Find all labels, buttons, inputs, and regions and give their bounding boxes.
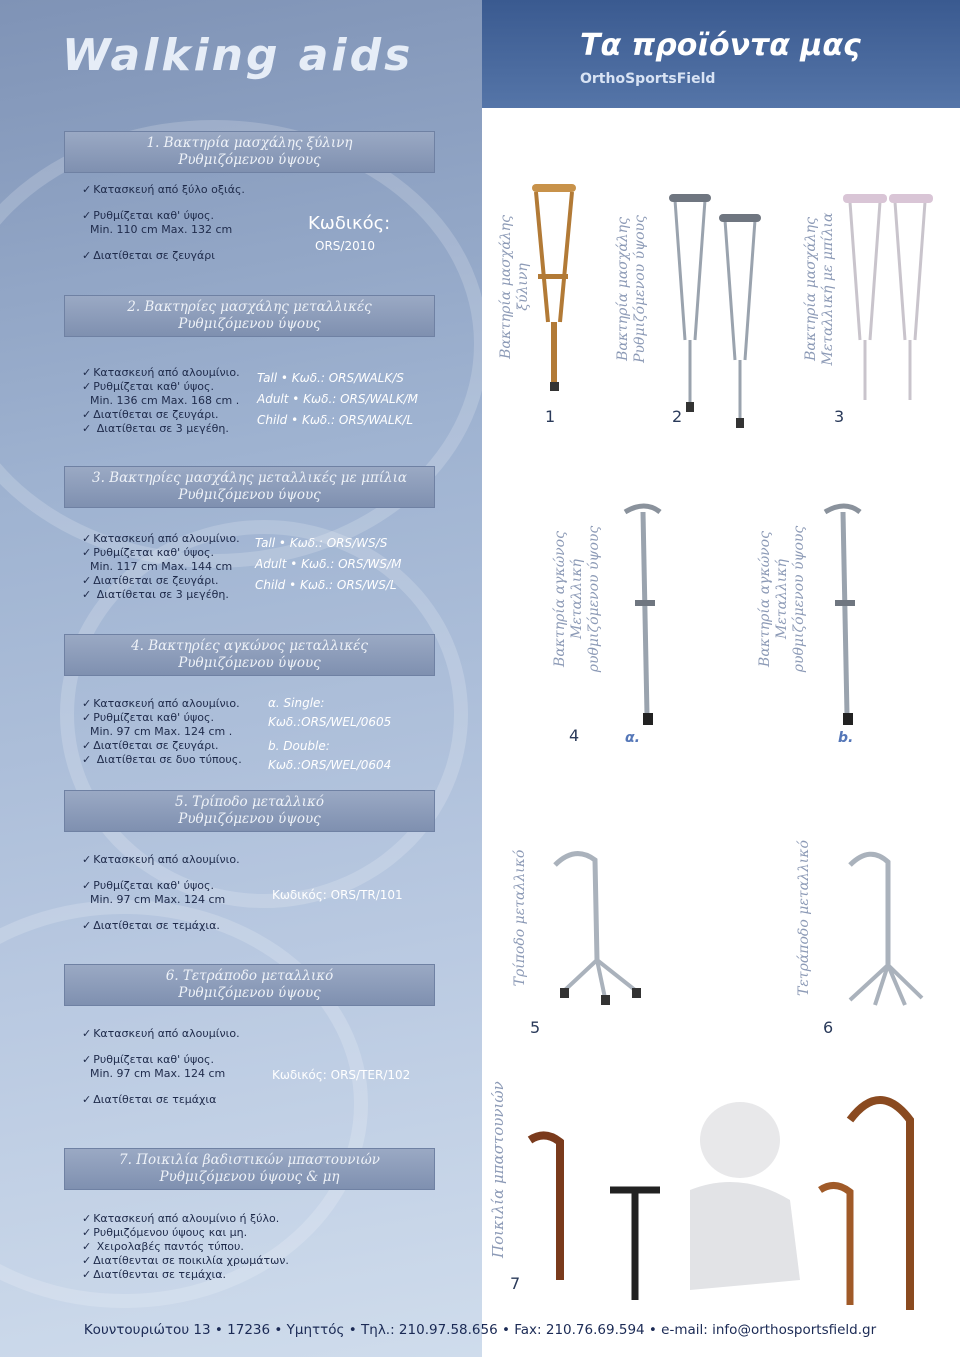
label-text: Βακτηρία αγκώνος Μεταλλική ρυθμιζόμενου ύψους <box>552 525 602 673</box>
section-3-codes <box>255 533 401 596</box>
feature-item: Min. 97 cm Max. 124 cm . <box>90 725 233 738</box>
label-text: Βακτηρία μασχάλης Μεταλλική με μπίλια <box>803 212 836 366</box>
label-text: Βακτηρία μασχάλης Ρυθμιζόμενου ύψους <box>615 215 648 363</box>
label-text: Βακτηρία αγκώνος Μεταλλική ρυθμιζόμενου ύψους <box>757 525 807 673</box>
code-line: Adult • Κωδ.: ORS/WALK/M <box>257 392 418 406</box>
feature-item: ✓ Ρυθμιζόμενου ύψους και μη. <box>82 1226 289 1240</box>
feature-item: ✓ Κατασκευή από ξύλο οξιάς. <box>82 183 245 197</box>
section-title-text: 6. Τετράποδο μεταλλικό Ρυθμιζόμενου ύψους <box>165 968 334 1001</box>
label-text: Ποικιλία μπαστουνιών <box>489 1081 507 1258</box>
section-title-text: 1. Βακτηρία μασχάλης ξύλινη Ρυθμιζόμενου ύψους <box>146 135 353 168</box>
feature-item: Min. 97 cm Max. 124 cm <box>90 1067 226 1080</box>
code-line: Κωδ.:ORS/WEL/0604 <box>268 758 392 772</box>
code-line: Child • Κωδ.: ORS/WS/L <box>255 578 397 592</box>
section-1-code-value: ORS/2010 <box>315 239 375 253</box>
wooden-crutch-image <box>520 182 590 392</box>
crutches-with-ball-image <box>835 190 945 410</box>
section-4-codes <box>268 694 391 775</box>
elbow-crutch-single-image <box>615 500 675 730</box>
feature-item: ✓ Διατίθεται σε 3 μεγέθη. <box>82 588 240 602</box>
feature-item: ✓ Διατίθεται σε δυο τύπους. <box>82 753 242 767</box>
product-number: 7 <box>510 1274 521 1293</box>
section-6-features <box>82 1027 240 1107</box>
product-4b-label <box>757 518 808 680</box>
section-5-code: Κωδικός: ORS/TR/101 <box>272 888 403 902</box>
product-2-label <box>615 198 649 380</box>
feature-item: ✓ Ρυθμίζεται καθ' ύψος. <box>82 879 240 893</box>
product-number: 5 <box>530 1018 541 1037</box>
product-number: 1 <box>545 407 556 426</box>
section-title-text: 7. Ποικιλία βαδιστικών μπαστουνιών Ρυθμιζόμενου ύψους & μη <box>119 1152 380 1185</box>
feature-item: ✓ Κατασκευή από αλουμίνιο. <box>82 1027 240 1041</box>
section-1-title <box>64 131 435 173</box>
tripod-cane-image <box>535 840 675 1010</box>
feature-item: ✓ Ρυθμίζεται καθ' ύψος. <box>82 209 245 223</box>
products-title: Τα προϊόντα μας <box>580 28 861 63</box>
feature-item: ✓ Χειρολαβές παντός τύπου. <box>82 1240 289 1254</box>
code-line: Κωδ.:ORS/WEL/0605 <box>268 715 392 729</box>
code-line: α. Single: <box>268 696 325 710</box>
section-3-features <box>82 532 240 602</box>
feature-item: Min. 97 cm Max. 124 cm <box>90 893 226 906</box>
feature-item: ✓ Διατίθενται σε τεμάχια. <box>82 1268 289 1282</box>
product-number: 2 <box>672 407 683 426</box>
product-number: 6 <box>823 1018 834 1037</box>
section-1-features <box>82 183 245 263</box>
section-title-text: 3. Βακτηρίες μασχάλης μεταλλικές με μπίλια Ρυθμιζόμενου ύψους <box>91 470 407 503</box>
feature-item: ✓ Κατασκευή από αλουμίνιο. <box>82 697 242 711</box>
section-6-code: Κωδικός: ORS/TER/102 <box>272 1068 411 1082</box>
code-line: Adult • Κωδ.: ORS/WS/M <box>255 557 402 571</box>
variant-a-label: α. <box>625 730 640 746</box>
section-2-codes <box>257 368 418 431</box>
feature-item: Min. 110 cm Max. 132 cm <box>90 223 233 236</box>
section-3-title <box>64 466 435 508</box>
code-line: Tall • Κωδ.: ORS/WS/S <box>255 536 388 550</box>
feature-item: ✓ Διατίθεται σε τεμάχια. <box>82 919 240 933</box>
feature-item: Min. 136 cm Max. 168 cm . <box>90 394 240 407</box>
product-number: 4 <box>569 726 580 745</box>
section-title-text: 5. Τρίποδο μεταλλικό Ρυθμιζόμενου ύψους <box>175 794 324 827</box>
feature-item: ✓ Κατασκευή από αλουμίνιο. <box>82 366 240 380</box>
feature-item: ✓ Διατίθεται σε τεμάχια <box>82 1093 240 1107</box>
section-title-text: 2. Βακτηρίες μασχάλης μεταλλικές Ρυθμιζόμενου ύψους <box>127 299 372 332</box>
feature-item: Min. 117 cm Max. 144 cm <box>90 560 233 573</box>
elbow-crutch-double-image <box>815 500 875 730</box>
section-5-title <box>64 790 435 832</box>
section-6-title <box>64 964 435 1006</box>
page-title: Walking aids <box>62 30 414 81</box>
quad-cane-image <box>830 840 930 1020</box>
section-title-text: 4. Βακτηρίες αγκώνος μεταλλικές Ρυθμιζόμενου ύψους <box>131 638 368 671</box>
brand-name: OrthoSportsField <box>580 71 716 87</box>
feature-item: ✓ Διατίθεται σε ζευγάρι. <box>82 574 240 588</box>
section-4-title <box>64 634 435 676</box>
product-6-label <box>796 840 813 996</box>
product-5-label <box>512 848 529 988</box>
section-4-features <box>82 697 242 767</box>
product-number: 3 <box>834 407 845 426</box>
feature-item: ✓ Διατίθεται σε ζευγάρι. <box>82 408 240 422</box>
section-5-features <box>82 853 240 933</box>
feature-item: ✓ Ρυθμίζεται καθ' ύψος. <box>82 1053 240 1067</box>
feature-item: ✓ Κατασκευή από αλουμίνιο ή ξύλο. <box>82 1212 289 1226</box>
feature-item: ✓ Διατίθεται σε 3 μεγέθη. <box>82 422 240 436</box>
section-7-title <box>64 1148 435 1190</box>
product-3-label <box>803 198 837 380</box>
product-4a-label <box>552 518 603 680</box>
section-1-code-label: Κωδικός: <box>308 213 391 234</box>
variant-b-label: b. <box>838 730 854 746</box>
section-2-features <box>82 366 240 436</box>
feature-item: ✓ Διατίθεται σε ζευγάρι. <box>82 739 242 753</box>
feature-item: ✓ Διατίθεται σε ζευγάρι <box>82 249 245 263</box>
code-line: Child • Κωδ.: ORS/WALK/L <box>257 413 414 427</box>
label-text: Τετράποδο μεταλλικό <box>796 840 812 996</box>
code-line: b. Double: <box>268 739 330 753</box>
feature-item: ✓ Ρυθμίζεται καθ' ύψος. <box>82 711 242 725</box>
product-7-label <box>489 1081 507 1258</box>
walking-canes-image <box>520 1080 940 1320</box>
feature-item: ✓ Κατασκευή από αλουμίνιο. <box>82 532 240 546</box>
contact-footer: Κουντουριώτου 13 • 17236 • Υμηττός • Τηλ.: 210.97.58.656 • Fax: 210.76.69.594 • e-mail: info@orthosportsfield.gr <box>83 1322 877 1338</box>
metal-crutches-image <box>655 190 775 430</box>
code-line: Tall • Κωδ.: ORS/WALK/S <box>257 371 404 385</box>
feature-item: ✓ Κατασκευή από αλουμίνιο. <box>82 853 240 867</box>
label-text: Τρίποδο μεταλλικό <box>512 849 528 987</box>
label-text: Βακτηρία μασχάλης ξύλινη <box>498 215 531 359</box>
feature-item: ✓ Διατίθενται σε ποικιλία χρωμάτων. <box>82 1254 289 1268</box>
section-7-features <box>82 1212 289 1282</box>
feature-item: ✓ Ρυθμίζεται καθ' ύψος. <box>82 546 240 560</box>
section-2-title <box>64 295 435 337</box>
feature-item: ✓ Ρυθμίζεται καθ' ύψος. <box>82 380 240 394</box>
